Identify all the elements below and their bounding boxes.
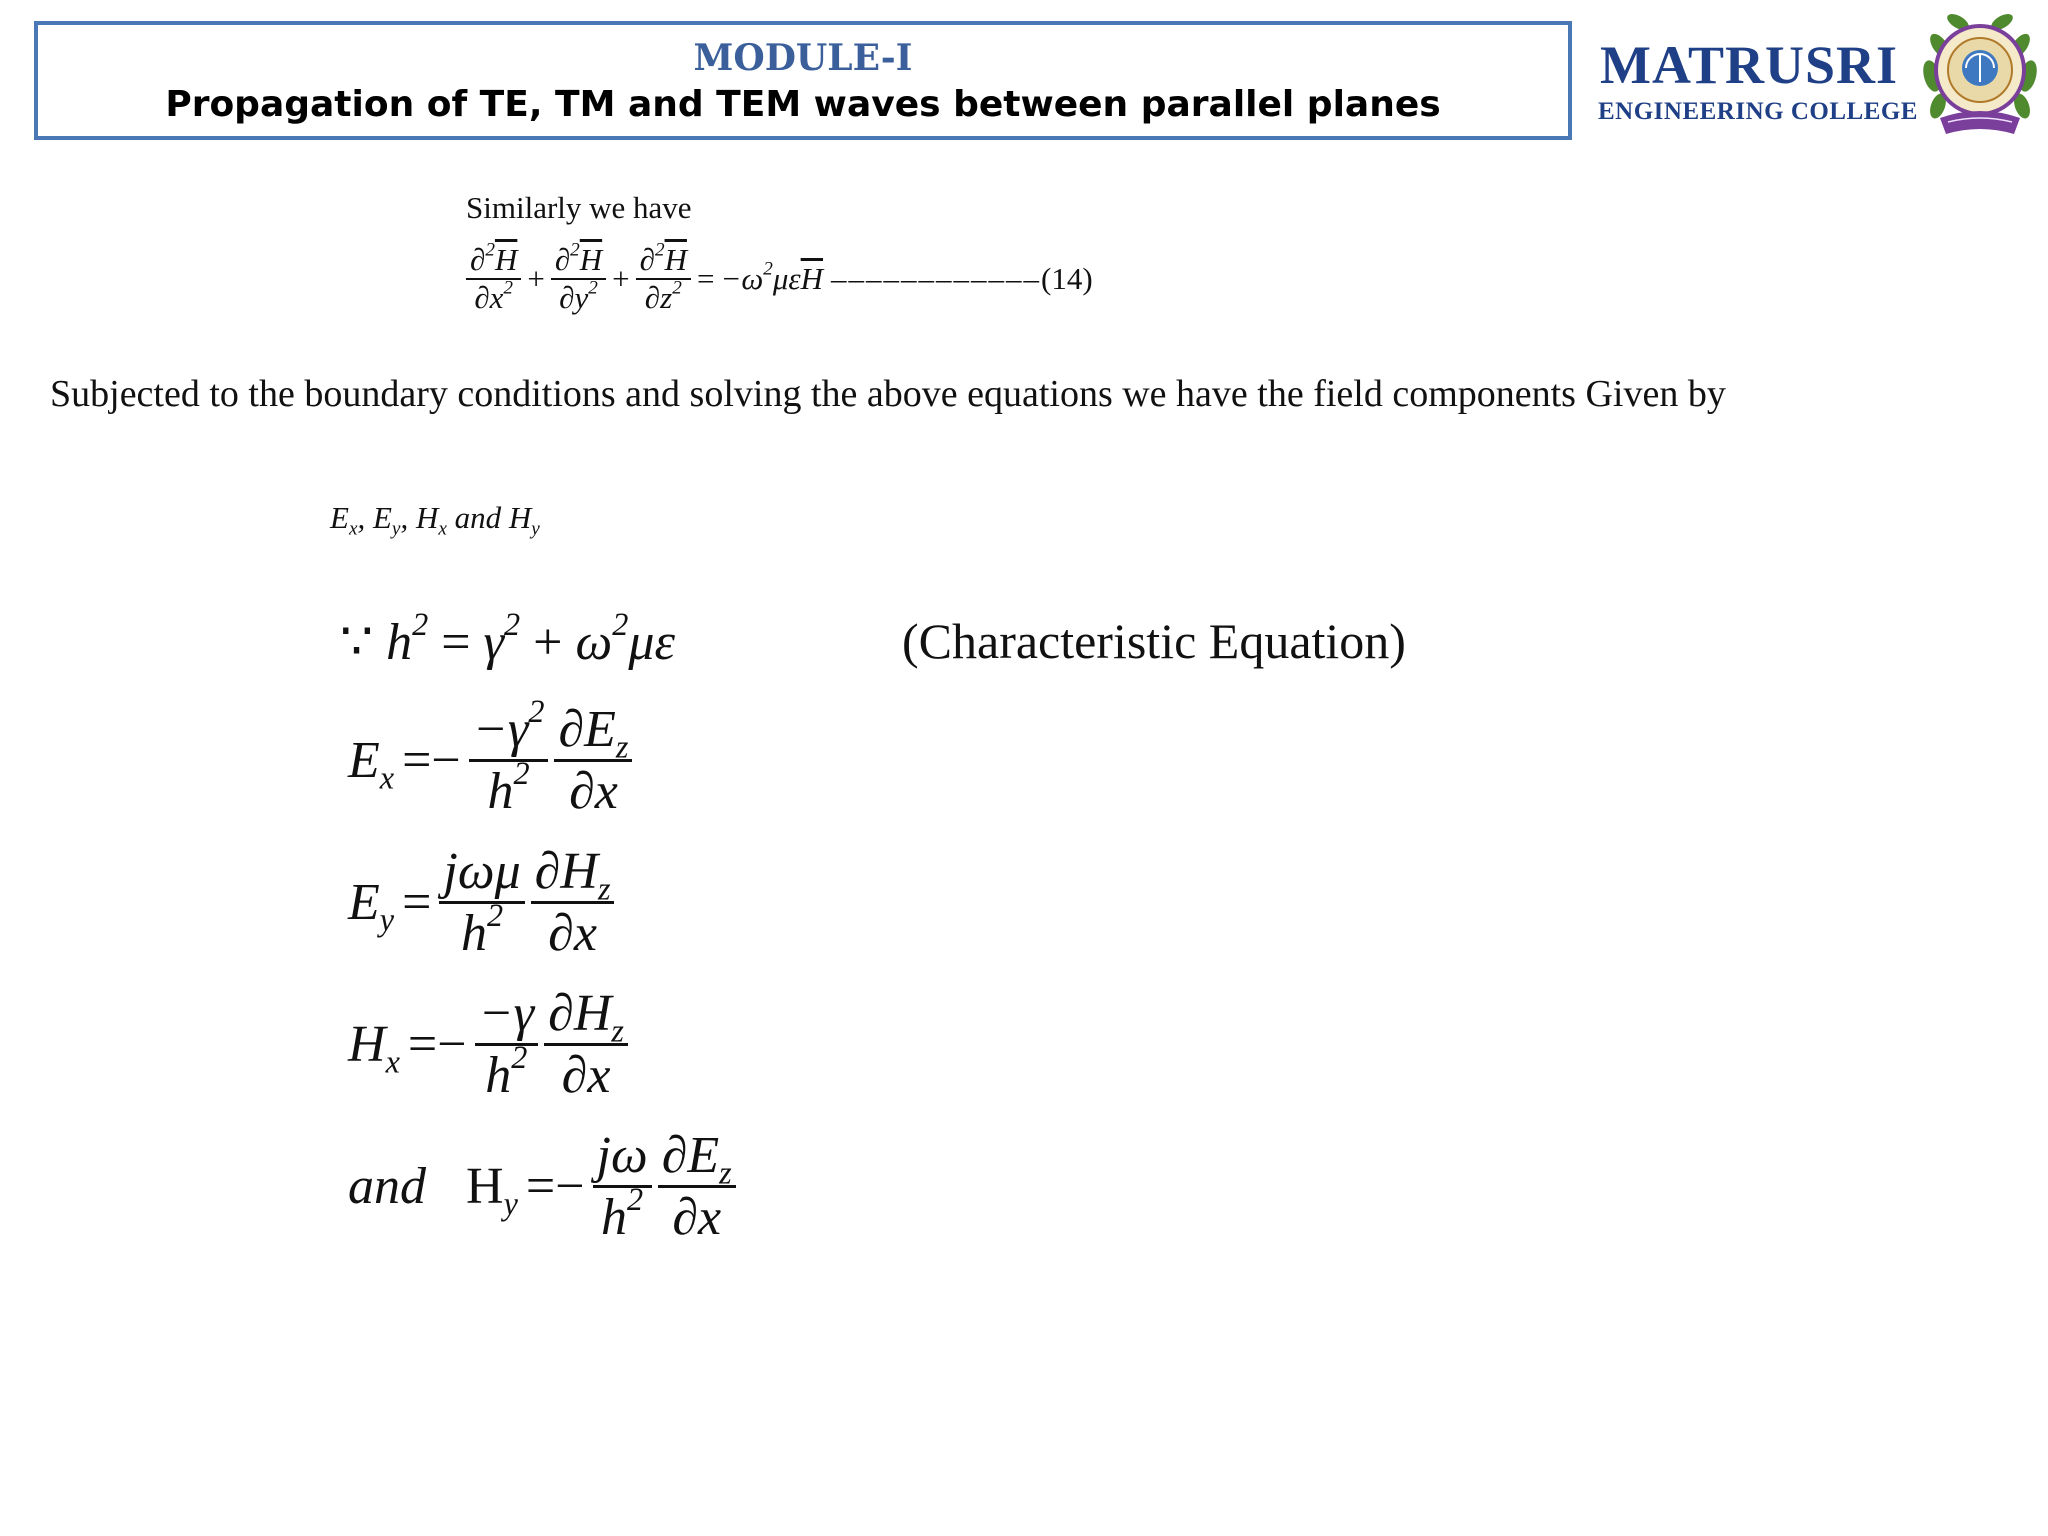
d2H-dz2: $\frac{\partial^2\overline{H}}{\partial z^2}$ bbox=[636, 242, 691, 316]
d2H-dx2: $\frac{\partial^2\overline{H}}{\partial x^2}$ bbox=[466, 242, 521, 316]
slide-title: Propagation of TE, TM and TEM waves between parallel planes bbox=[165, 84, 1441, 125]
college-logo bbox=[1596, 6, 2042, 146]
intro-text: Similarly we have bbox=[466, 190, 692, 225]
characteristic-equation: ∵ $h^2 = \gamma^2 + \omega^2\mu\varepsilon$ bbox=[340, 605, 675, 671]
equation-Hx: $H_x$ =− $\frac{-\gamma}{h^2}$ $\frac{\partial H_z}{\partial x}$ bbox=[348, 984, 628, 1105]
characteristic-label: (Characteristic Equation) bbox=[902, 613, 1406, 669]
equation-Ex: $E_x$ =− $\frac{-\gamma^2}{h^2}$ $\frac{\partial E_z}{\partial x}$ bbox=[348, 700, 632, 821]
eq14-dashes: –––––––––––– bbox=[831, 261, 1042, 296]
body-paragraph: Subjected to the boundary conditions and solving the above equations we have the field components Given by bbox=[50, 373, 1726, 415]
logo-subtitle: ENGINEERING COLLEGE bbox=[1598, 98, 1918, 125]
college-seal-icon bbox=[1918, 6, 2042, 146]
module-title: MODULE-I bbox=[693, 37, 913, 79]
components-list: $E_x$, $E_y$, $H_x$ and $H_y$ bbox=[330, 500, 540, 540]
slide-header bbox=[34, 21, 1572, 140]
equation-14: $\frac{\partial^2\overline{H}}{\partial x^2}$ + $\frac{\partial^2\overline{H}}{\partial y^2}$ + $\frac{\partial^2\overline{H}}{\partial z^2}$ = $-\omega^2\mu\varepsilon\overline{H}$ –––––––––––– (14) bbox=[466, 242, 1093, 316]
and-word: and bbox=[348, 1158, 426, 1215]
d2H-dy2: $\frac{\partial^2\overline{H}}{\partial y^2}$ bbox=[551, 242, 606, 316]
logo-name: MATRUSRI bbox=[1600, 35, 1899, 95]
eq14-label: (14) bbox=[1041, 261, 1093, 296]
equation-Ey: $E_y$ = $\frac{\text{jωμ}}{h^2}$ $\frac{\partial H_z}{\partial x}$ bbox=[348, 842, 614, 963]
equation-Hy: and $H_y$ =− $\frac{j\omega}{h^2}$ $\frac{\partial E_z}{\partial x}$ bbox=[348, 1126, 736, 1247]
